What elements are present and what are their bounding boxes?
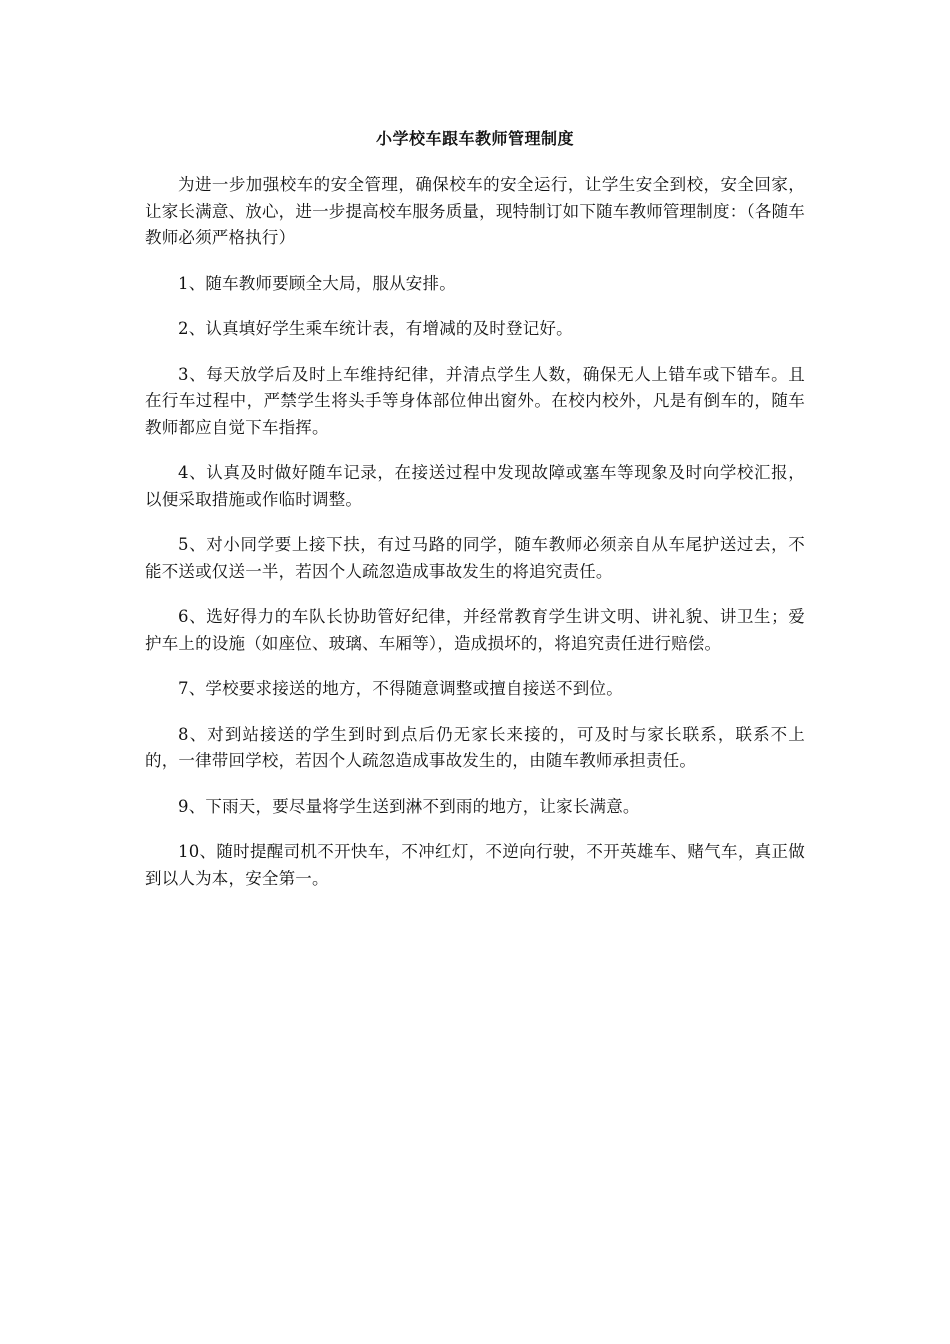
rule-item-2: 2、认真填好学生乘车统计表，有增减的及时登记好。 xyxy=(178,319,573,338)
rule-item-8: 8、对到站接送的学生到时到点后仍无家长来接的，可及时与家长联系，联系不上的，一律带回学校，若因个人疏忽造成事故发生的，由随车教师承担责任。 xyxy=(145,724,805,770)
rule-item-3: 3、每天放学后及时上车维持纪律，并清点学生人数，确保无人上错车或下错车。且在行车过程中，严禁学生将头手等身体部位伸出窗外。在校内校外，凡是有倒车的，随车教师都应自觉下车指挥。 xyxy=(145,364,805,437)
rule-item-9: 9、下雨天，要尽量将学生送到淋不到雨的地方，让家长满意。 xyxy=(178,796,640,816)
rule-item-10: 10、随时提醒司机不开快车，不冲红灯，不逆向行驶，不开英雄车、赌气车，真正做到以人为本，安全第一。 xyxy=(145,842,805,888)
document-body xyxy=(145,126,805,911)
rule-item-1: 1、随车教师要顾全大局，服从安排。 xyxy=(178,273,456,293)
rule-item-7: 7、学校要求接送的地方，不得随意调整或擅自接送不到位。 xyxy=(178,679,623,698)
rule-item-6: 6、选好得力的车队长协助管好纪律，并经常教育学生讲文明、讲礼貌、讲卫生；爱护车上的设施（如座位、玻璃、车厢等），造成损坏的，将追究责任进行赔偿。 xyxy=(145,607,805,653)
rule-item-5: 5、对小同学要上接下扶，有过马路的同学，随车教师必须亲自从车尾护送过去，不能不送或仅送一半，若因个人疏忽造成事故发生的将追究责任。 xyxy=(145,535,805,581)
rule-item-4: 4、认真及时做好随车记录，在接送过程中发现故障或塞车等现象及时向学校汇报，以便采取措施或作临时调整。 xyxy=(145,463,805,509)
intro-paragraph: 为进一步加强校车的安全管理，确保校车的安全运行，让学生安全到校，安全回家，让家长满意、放心，进一步提高校车服务质量，现特制订如下随车教师管理制度：（各随车教师必须严格执行） xyxy=(145,175,805,247)
document-title: 小学校车跟车教师管理制度 xyxy=(375,129,574,148)
